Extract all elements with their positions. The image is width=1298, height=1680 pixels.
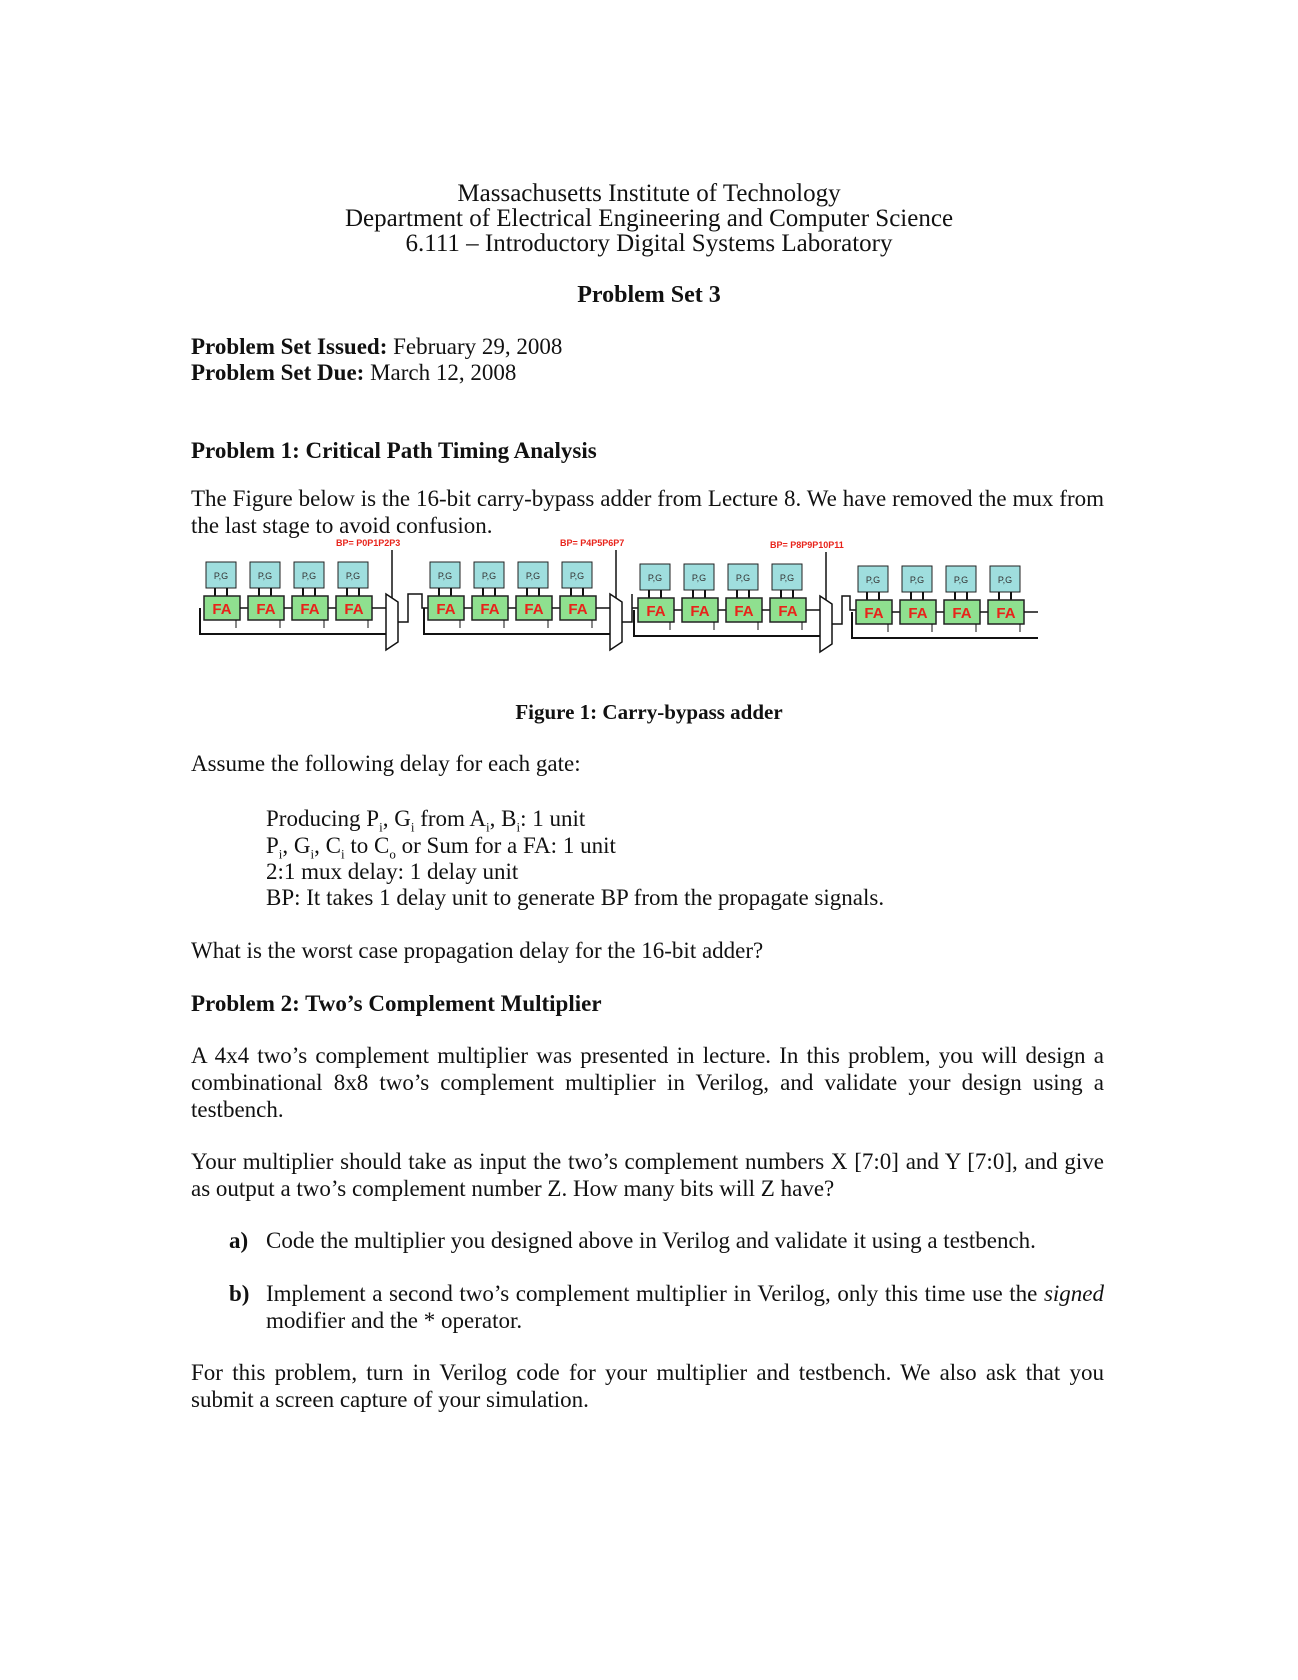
fa-label: FA — [568, 601, 588, 618]
problem2-heading: Problem 2: Two’s Complement Multiplier — [191, 991, 602, 1016]
problem1-heading: Problem 1: Critical Path Timing Analysis — [191, 438, 597, 463]
problem2-closing: For this problem, turn in Verilog code for your multiplier and testbench. We also ask that you submit a screen capture of your simulation. — [191, 1360, 1104, 1412]
problem1-question: What is the worst case propagation delay for the 16-bit adder? — [191, 938, 764, 963]
delay-item-3: 2:1 mux delay: 1 delay unit — [266, 859, 519, 884]
pg-label: P,G — [213, 571, 229, 581]
issued-label: Problem Set Issued: — [191, 334, 388, 359]
bp-label: BP= P8P9P10P11 — [770, 540, 844, 550]
due-date — [191, 359, 1104, 386]
fa-label: FA — [344, 601, 364, 618]
delay-item-4: BP: It takes 1 delay unit to generate BP from the propagate signals. — [266, 885, 885, 910]
fa-label: FA — [734, 603, 754, 620]
bp-label: BP= P4P5P6P7 — [560, 538, 625, 548]
fa-label: FA — [256, 601, 276, 618]
pg-label: P,G — [481, 571, 497, 581]
item-b-text-after: modifier and the * operator. — [266, 1308, 523, 1333]
pg-label: P,G — [953, 575, 969, 585]
carry-bypass-adder-figure — [196, 538, 1096, 694]
due-value: March 12, 2008 — [364, 360, 517, 385]
fa-label: FA — [690, 603, 710, 620]
delay-item-1: Producing $P_i$, $G_i$ from $A_i$, $B_i$: 1 unit — [266, 806, 586, 835]
item-b-label: b) — [229, 1281, 250, 1306]
fa-label: FA — [908, 605, 928, 622]
fa-label: FA — [996, 605, 1016, 622]
problem1-intro: The Figure below is the 16-bit carry-bypass adder from Lecture 8. We have removed the mux from the last stage to avoid confusion. — [191, 486, 1104, 538]
institution-line: Massachusetts Institute of Technology — [457, 180, 841, 207]
figure-caption: Figure 1: Carry-bypass adder — [515, 700, 783, 724]
fa-label: FA — [778, 603, 798, 620]
pg-label: P,G — [647, 573, 663, 583]
pg-label: P,G — [691, 573, 707, 583]
pg-label: P,G — [909, 575, 925, 585]
item-a-label: a) — [229, 1228, 249, 1253]
pg-label: P,G — [997, 575, 1013, 585]
bp-label: BP= P0P1P2P3 — [336, 538, 401, 548]
pg-label: P,G — [525, 571, 541, 581]
fa-label: FA — [646, 603, 666, 620]
fa-label: FA — [436, 601, 456, 618]
pg-label: P,G — [779, 573, 795, 583]
fa-label: FA — [952, 605, 972, 622]
issued-date — [191, 333, 1104, 360]
delay-item-2: $P_i$, $G_i$, $C_i$ to $C_o$ or Sum for a FA: 1 unit — [266, 833, 616, 862]
pg-label: P,G — [569, 571, 585, 581]
department-line: Department of Electrical Engineering and Computer Science — [344, 205, 954, 232]
mux-shape — [386, 594, 398, 650]
pg-label: P,G — [345, 571, 361, 581]
pg-label: P,G — [257, 571, 273, 581]
pg-label: P,G — [437, 571, 453, 581]
fa-label: FA — [864, 605, 884, 622]
mux-shape — [820, 596, 832, 652]
pg-label: P,G — [301, 571, 317, 581]
problem2-para1: A 4x4 two’s complement multiplier was presented in lecture. In this problem, you will design a combinational 8x8 two’s complement multiplier in Verilog, and validate your design using a testbench. — [191, 1043, 1104, 1122]
item-a-text: Code the multiplier you designed above in Verilog and validate it using a testbench. — [266, 1228, 1036, 1253]
assume-text: Assume the following delay for each gate: — [191, 751, 581, 776]
item-b-text — [266, 1280, 1104, 1334]
problem2-para2: Your multiplier should take as input the two’s complement numbers X [7:0] and Y [7:0], and give as output a two’s complement number Z. How many bits will Z have? — [191, 1149, 1104, 1201]
due-label: Problem Set Due: — [191, 360, 365, 385]
fa-label: FA — [524, 601, 544, 618]
stage-carry-wire — [622, 594, 638, 622]
item-b-italic: signed — [1043, 1281, 1104, 1306]
fa-label: FA — [480, 601, 500, 618]
item-b-text-before: Implement a second two’s complement multiplier in Verilog, only this time use the — [266, 1281, 1044, 1306]
fa-label: FA — [212, 601, 232, 618]
mux-shape — [610, 594, 622, 650]
fa-label: FA — [300, 601, 320, 618]
pg-label: P,G — [865, 575, 881, 585]
pg-label: P,G — [735, 573, 751, 583]
issued-value: February 29, 2008 — [387, 334, 563, 359]
course-line: 6.111 – Introductory Digital Systems Laboratory — [405, 230, 893, 257]
page-title: Problem Set 3 — [577, 282, 721, 308]
